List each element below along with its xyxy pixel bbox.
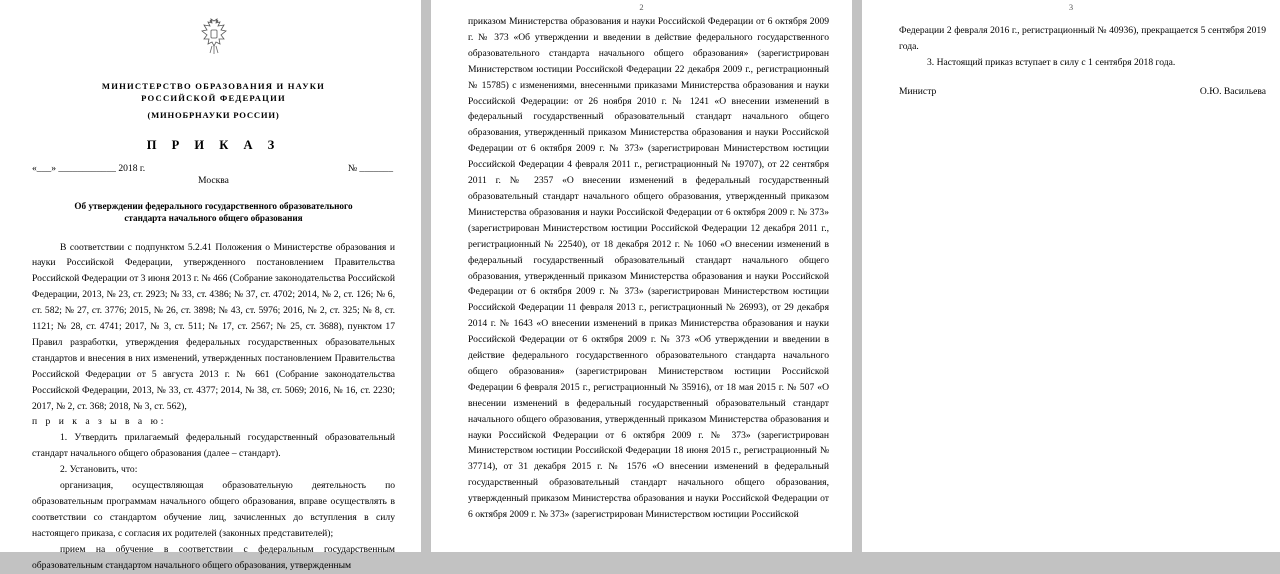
document-type: П Р И К А З	[146, 137, 281, 152]
coat-of-arms-emblem-icon	[199, 17, 229, 57]
document-page-3	[862, 0, 1280, 552]
title-line-2: стандарта начального общего образования	[124, 212, 303, 223]
page-3-continuation: Федерации 2 февраля 2016 г., регистрационный № 40936), прекращается 5 сентября 2019 года.	[899, 25, 1266, 52]
preamble-paragraph: В соответствии с подпунктом 5.2.41 Положения о Министерстве образования и науки Российской Федерации, утвержденного постановлением Правительства Российской Федерации от 3 июня 2013 г. № 466 (Собрание законодательства Российской Федерации, 2013, № 23, ст. 2923; № 33, ст. 4386; № 37, ст. 4702; 2014, № 2, ст. 126; № 6, ст. 582; № 27, ст. 3776; 2015, № 26, ст. 3898; № 43, ст. 5976; 2016, № 2, ст. 325; № 8, ст. 1121; № 28, ст. 4741; 2017, № 3, ст. 511; № 17, ст. 2567; № 25, ст. 3688), пунктом 17 Правил разработки, утверждения федеральных государственных образовательных стандартов и внесения в них изменений, утвержденных постановлением Правительства Российской Федерации от 5 августа 2013 г. № 661 (Собрание законодательства Российской Федерации, 2013, № 33, ст. 4377; 2014, № 38, ст. 5069; 2016, № 16, ст. 2230; 2017, № 2, ст. 368; 2018, № 3, ст. 562),	[32, 241, 395, 412]
document-page-1	[0, 0, 421, 571]
title-line-1: Об утверждении федерального государственного образовательного	[74, 200, 353, 211]
city: Москва	[198, 174, 229, 186]
page-number: 3	[1068, 2, 1074, 12]
order-verb: п р и к а з ы в а ю:	[32, 416, 167, 428]
document-page-2	[431, 0, 852, 552]
signature-block	[899, 84, 1266, 100]
ministry-name	[32, 81, 395, 104]
clause-2-item-2: прием на обучение в соответствии с федеральным государственным образовательным стандартом начального общего образования, утвержденным	[32, 543, 395, 571]
document-title	[74, 200, 354, 224]
ministry-line-1: МИНИСТЕРСТВО ОБРАЗОВАНИЯ И НАУКИ	[101, 81, 326, 91]
ministry-short-name: (МИНОБРНАУКИ РОССИИ)	[147, 110, 280, 120]
signer-title: Министр	[899, 85, 937, 97]
order-number: № _______	[347, 162, 393, 174]
order-date: «___» ____________ 2018 г.	[32, 162, 146, 174]
page-2-body: приказом Министерства образования и науки Российской Федерации от 6 октября 2009 г. № 373 «Об утверждении и введении в действие федерального государственного образовательного стандарта начального общего образования» (зарегистрирован Министерством юстиции Российской Федерации 22 декабря 2009 г., регистрационный № 15785) с изменениями, внесенными приказами Министерства образования и науки Российской Федерации: от 26 ноября 2010 г. № 1241 «О внесении изменений в федеральный государственный образовательный стандарт начального общего образования, утвержденный приказом Министерства образования и науки Российской Федерации от 6 октября 2009 г. № 373» (зарегистрирован Министерством юстиции Российской Федерации 4 февраля 2011 г., регистрационный № 19707), от 22 сентября 2011 г. № 2357 «О внесении изменений в федеральный государственный образовательный стандарт начального общего образования, утвержденный приказом Министерства образования и науки Российской Федерации от 6 октября 2009 г. № 373» (зарегистрирован Министерством юстиции Российской Федерации 12 декабря 2011 г., регистрационный № 22540), от 18 декабря 2012 г. № 1060 «О внесении изменений в федеральный государственный образовательный стандарт начального общего образования, утвержденный приказом Министерства образования и науки Российской Федерации от 6 октября 2009 г. № 373» (зарегистрирован Министерством юстиции Российской Федерации 11 февраля 2013 г., регистрационный № 26993), от 29 декабря 2014 г. № 1643 «О внесении изменений в приказ Министерства образования и науки Российской Федерации от 6 октября 2009 г. № 373 «Об утверждении и введении в действие федерального государственного образовательного стандарта начального общего образования» (зарегистрирован Министерством юстиции Российской Федерации 6 февраля 2015 г., регистрационный № 35916), от 18 мая 2015 г. № 507 «О внесении изменений в федеральный государственный образовательный стандарт начального общего образования, утвержденный приказом Министерства образования и науки Российской Федерации от 6 октября 2009 г. № 373» (зарегистрирован Министерством юстиции Российской Федерации 18 июня 2015 г., регистрационный № 37714), от 31 декабря 2015 г. № 1576 «О внесении изменений в федеральный государственный образовательный стандарт начального общего образования, утвержденный приказом Министерства образования и науки Российской Федерации от 6 октября 2009 г. № 373» (зарегистрирован Министерством юстиции Российской	[468, 16, 829, 521]
date-number-row	[32, 162, 395, 175]
signer-name: О.Ю. Васильева	[1199, 85, 1266, 97]
clause-2: 2. Установить, что:	[60, 464, 138, 476]
page-number: 2	[639, 2, 644, 12]
clause-1: 1. Утвердить прилагаемый федеральный государственный образовательный стандарт начального общего образования (далее – стандарт).	[32, 432, 395, 460]
clause-3: 3. Настоящий приказ вступает в силу с 1 сентября 2018 года.	[927, 56, 1176, 68]
ministry-line-2: РОССИЙСКОЙ ФЕДЕРАЦИИ	[141, 92, 286, 103]
clause-2-item-1: организация, осуществляющая образовательную деятельность по образовательным программам начального общего образования, вправе осуществлять в соответствии со стандартом обучение лиц, зачисленных до вступления в силу настоящего приказа, с согласия их родителей (законных представителей);	[32, 480, 395, 539]
